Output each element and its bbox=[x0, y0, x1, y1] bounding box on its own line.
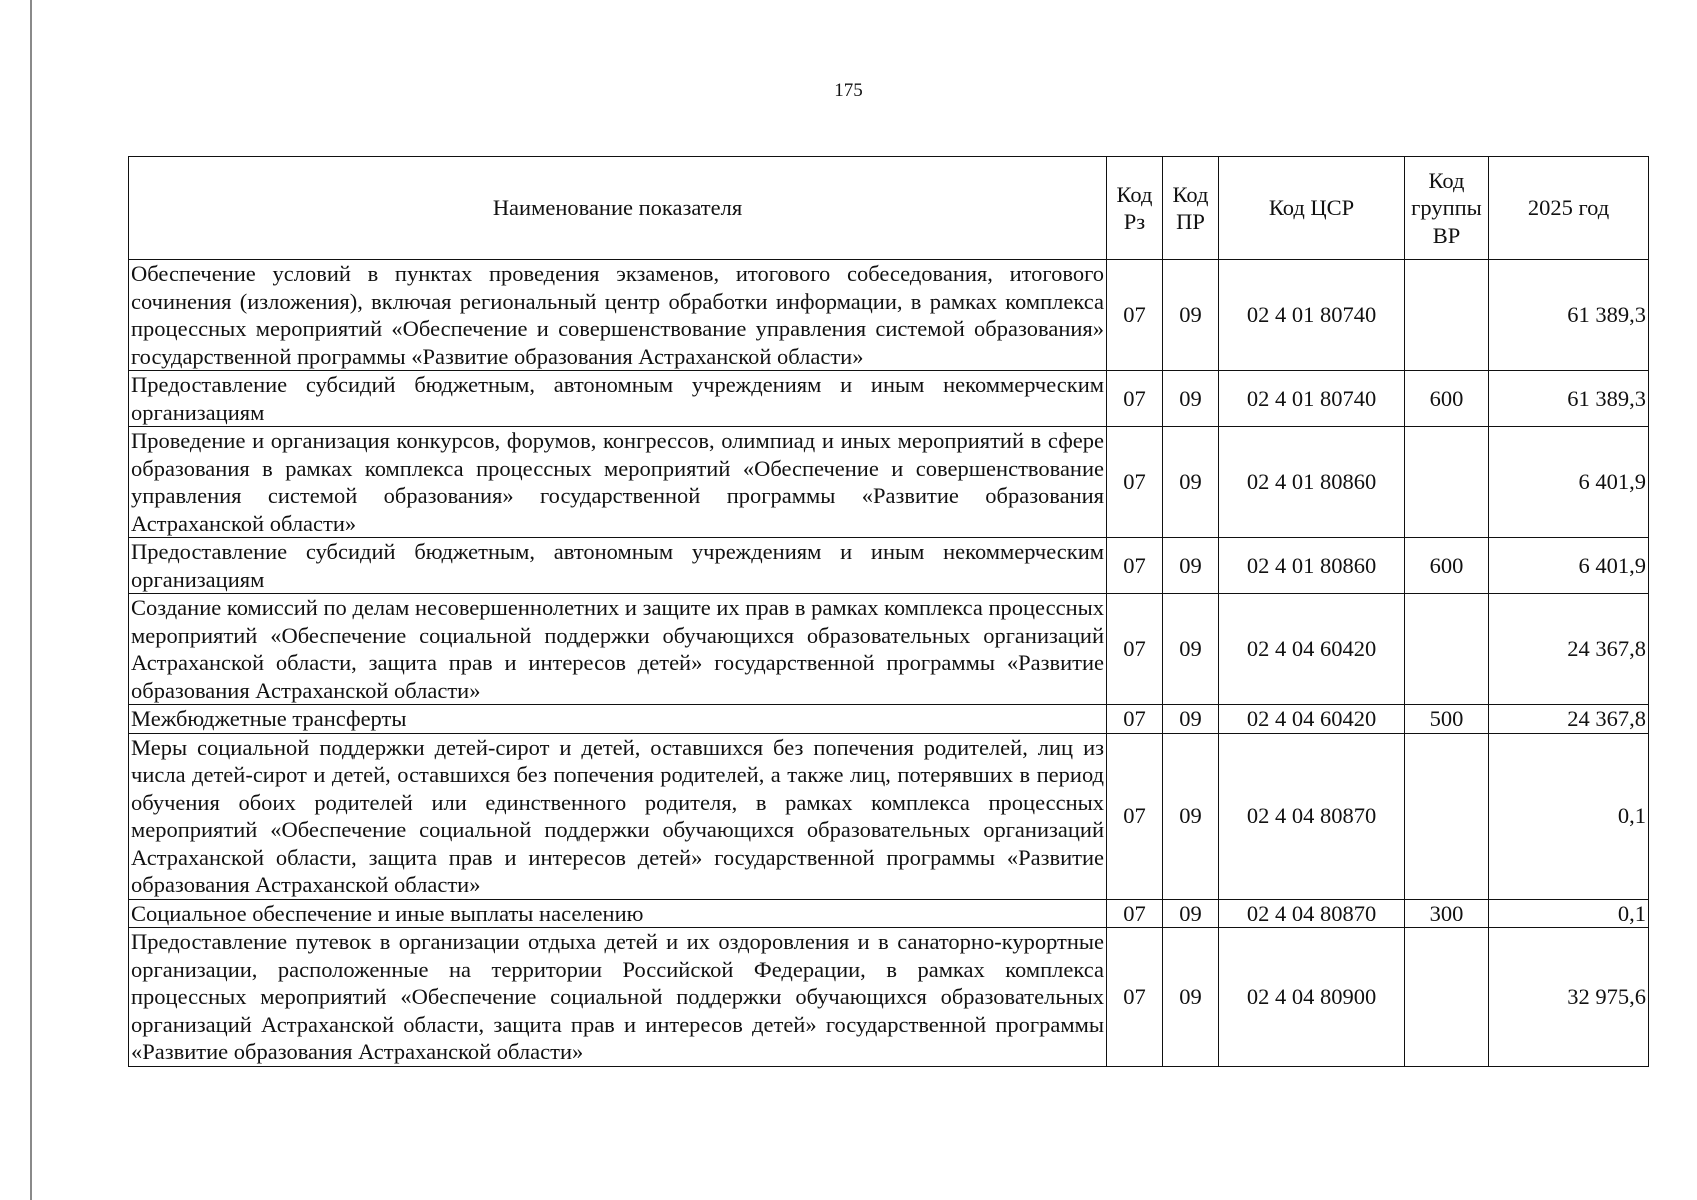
row-rz: 07 bbox=[1107, 733, 1163, 899]
row-vr: 600 bbox=[1405, 371, 1489, 427]
row-name: Предоставление путевок в организации отдыха детей и их оздоровления и в санаторно-курортные организации, расположенные на территории Российской Федерации, в рамках комплекса процессных мероприятий «Обеспечение социальной поддержки обучающихся образовательных организаций Астраханской области, защита прав и интересов детей» государственной программы «Развитие образования Астраханской области» bbox=[129, 928, 1107, 1067]
row-rz: 07 bbox=[1107, 538, 1163, 594]
row-amount: 24 367,8 bbox=[1489, 594, 1649, 705]
table-row bbox=[129, 705, 1649, 734]
table-row bbox=[129, 260, 1649, 371]
table-row bbox=[129, 928, 1649, 1067]
row-name: Предоставление субсидий бюджетным, автономным учреждениям и иным некоммерческим организациям bbox=[129, 371, 1107, 427]
row-amount: 6 401,9 bbox=[1489, 427, 1649, 538]
row-vr bbox=[1405, 260, 1489, 371]
header-csr: Код ЦСР bbox=[1219, 157, 1405, 260]
row-amount: 32 975,6 bbox=[1489, 928, 1649, 1067]
row-pr: 09 bbox=[1163, 733, 1219, 899]
row-name: Проведение и организация конкурсов, форумов, конгрессов, олимпиад и иных мероприятий в сфере образования в рамках комплекса процессных мероприятий «Обеспечение и совершенствование управления системой образования» государственной программы «Развитие образования Астраханской области» bbox=[129, 427, 1107, 538]
row-vr bbox=[1405, 928, 1489, 1067]
row-vr bbox=[1405, 733, 1489, 899]
row-pr: 09 bbox=[1163, 371, 1219, 427]
row-rz: 07 bbox=[1107, 928, 1163, 1067]
header-year: 2025 год bbox=[1489, 157, 1649, 260]
row-pr: 09 bbox=[1163, 260, 1219, 371]
row-amount: 61 389,3 bbox=[1489, 371, 1649, 427]
row-csr: 02 4 04 60420 bbox=[1219, 705, 1405, 734]
row-csr: 02 4 01 80860 bbox=[1219, 538, 1405, 594]
budget-table bbox=[128, 156, 1649, 1067]
row-name: Межбюджетные трансферты bbox=[129, 705, 1107, 734]
row-rz: 07 bbox=[1107, 594, 1163, 705]
table-row bbox=[129, 371, 1649, 427]
header-vr: Код группы ВР bbox=[1405, 157, 1489, 260]
row-pr: 09 bbox=[1163, 538, 1219, 594]
row-rz: 07 bbox=[1107, 371, 1163, 427]
row-vr: 500 bbox=[1405, 705, 1489, 734]
row-amount: 0,1 bbox=[1489, 733, 1649, 899]
row-rz: 07 bbox=[1107, 427, 1163, 538]
row-pr: 09 bbox=[1163, 705, 1219, 734]
row-amount: 6 401,9 bbox=[1489, 538, 1649, 594]
header-pr: Код ПР bbox=[1163, 157, 1219, 260]
table-row bbox=[129, 733, 1649, 899]
row-vr bbox=[1405, 427, 1489, 538]
row-csr: 02 4 01 80740 bbox=[1219, 371, 1405, 427]
header-name: Наименование показателя bbox=[129, 157, 1107, 260]
row-vr bbox=[1405, 594, 1489, 705]
row-name: Создание комиссий по делам несовершеннолетних и защите их прав в рамках комплекса процессных мероприятий «Обеспечение социальной поддержки обучающихся образовательных организаций Астраханской области, защита прав и интересов детей» государственной программы «Развитие образования Астраханской области» bbox=[129, 594, 1107, 705]
row-csr: 02 4 04 60420 bbox=[1219, 594, 1405, 705]
page-number: 175 bbox=[834, 80, 863, 101]
table-header-row bbox=[129, 157, 1649, 260]
table-row bbox=[129, 899, 1649, 928]
row-csr: 02 4 04 80900 bbox=[1219, 928, 1405, 1067]
row-rz: 07 bbox=[1107, 260, 1163, 371]
row-name: Обеспечение условий в пунктах проведения экзаменов, итогового собеседования, итогового сочинения (изложения), включая региональный центр обработки информации, в рамках комплекса процессных мероприятий «Обеспечение и совершенствование управления системой образования» государственной программы «Развитие образования Астраханской области» bbox=[129, 260, 1107, 371]
binding-margin-line bbox=[30, 0, 32, 1200]
row-amount: 61 389,3 bbox=[1489, 260, 1649, 371]
row-name: Социальное обеспечение и иные выплаты населению bbox=[129, 899, 1107, 928]
row-vr: 600 bbox=[1405, 538, 1489, 594]
row-pr: 09 bbox=[1163, 427, 1219, 538]
table-row bbox=[129, 594, 1649, 705]
row-pr: 09 bbox=[1163, 928, 1219, 1067]
row-amount: 0,1 bbox=[1489, 899, 1649, 928]
table-row bbox=[129, 538, 1649, 594]
row-csr: 02 4 01 80740 bbox=[1219, 260, 1405, 371]
header-rz: Код Рз bbox=[1107, 157, 1163, 260]
row-vr: 300 bbox=[1405, 899, 1489, 928]
row-csr: 02 4 04 80870 bbox=[1219, 899, 1405, 928]
row-rz: 07 bbox=[1107, 705, 1163, 734]
row-amount: 24 367,8 bbox=[1489, 705, 1649, 734]
row-pr: 09 bbox=[1163, 594, 1219, 705]
row-name: Меры социальной поддержки детей-сирот и детей, оставшихся без попечения родителей, лиц из числа детей-сирот и детей, оставшихся без попечения родителей, а также лиц, потерявших в период обучения обоих родителей или единственного родителя, в рамках комплекса процессных мероприятий «Обеспечение социальной поддержки обучающихся образовательных организаций Астраханской области, защита прав и интересов детей» государственной программы «Развитие образования Астраханской области» bbox=[129, 733, 1107, 899]
row-rz: 07 bbox=[1107, 899, 1163, 928]
row-name: Предоставление субсидий бюджетным, автономным учреждениям и иным некоммерческим организациям bbox=[129, 538, 1107, 594]
row-csr: 02 4 01 80860 bbox=[1219, 427, 1405, 538]
table-row bbox=[129, 427, 1649, 538]
row-csr: 02 4 04 80870 bbox=[1219, 733, 1405, 899]
row-pr: 09 bbox=[1163, 899, 1219, 928]
